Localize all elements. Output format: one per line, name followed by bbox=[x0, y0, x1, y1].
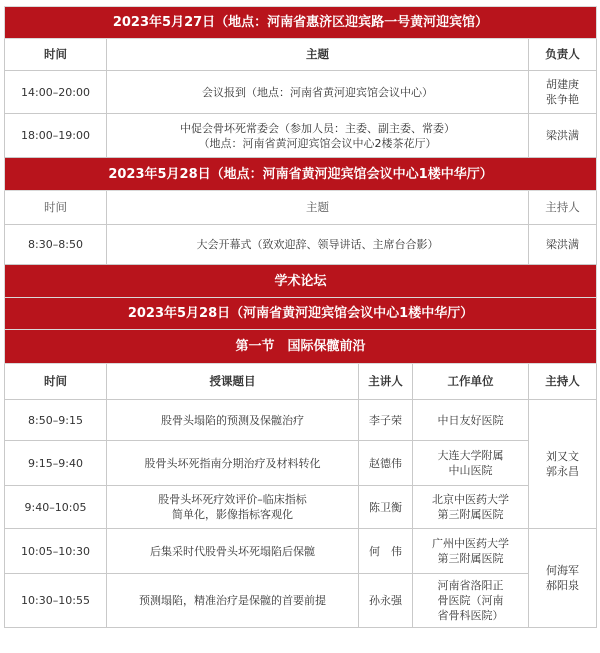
time-cell: 14:00–20:00 bbox=[5, 71, 107, 114]
host-name: 郭永昌 bbox=[546, 465, 580, 478]
unit-line: 大连大学附属 bbox=[437, 449, 504, 462]
host-cell bbox=[529, 400, 597, 529]
topic-line: （地点：河南省黄河迎宾馆会议中心2楼茶花厅） bbox=[198, 136, 437, 150]
table-row bbox=[5, 529, 597, 574]
unit-line: 广州中医药大学 bbox=[432, 537, 509, 550]
forum-header-unit: 工作单位 bbox=[413, 364, 529, 400]
unit-line: 中日友好医院 bbox=[437, 413, 504, 427]
unit-line: 骨医院（河南 bbox=[437, 594, 504, 607]
day2-header-topic: 主题 bbox=[107, 191, 529, 225]
unit-line: 北京中医药大学 bbox=[432, 493, 509, 506]
host-cell bbox=[529, 529, 597, 628]
topic-line: 简单化，影像指标客观化 bbox=[172, 508, 293, 521]
forum-banner-row bbox=[5, 298, 597, 330]
topic-cell bbox=[107, 400, 359, 441]
forum-title: 学术论坛 bbox=[5, 265, 597, 298]
unit-line: 省骨科医院） bbox=[437, 609, 504, 622]
unit-line: 中山医院 bbox=[448, 464, 493, 477]
unit-cell bbox=[413, 529, 529, 574]
day1-header-time: 时间 bbox=[5, 39, 107, 71]
table-row bbox=[5, 574, 597, 628]
person-cell: 梁洪满 bbox=[529, 114, 597, 158]
topic-line: 股骨头坏死疗效评价–临床指标 bbox=[158, 493, 307, 506]
topic-cell bbox=[107, 114, 529, 158]
topic-cell bbox=[107, 441, 359, 486]
topic-cell: 会议报到（地点：河南省黄河迎宾馆会议中心） bbox=[107, 71, 529, 114]
person-cell bbox=[529, 71, 597, 114]
table-row bbox=[5, 441, 597, 486]
topic-line: 预测塌陷，精准治疗是保髋的首要前提 bbox=[139, 594, 326, 607]
topic-cell bbox=[107, 486, 359, 529]
person-name: 胡建庚 bbox=[546, 78, 580, 91]
time-cell: 8:30–8:50 bbox=[5, 225, 107, 265]
person-name: 张争艳 bbox=[546, 93, 580, 106]
table-row bbox=[5, 225, 597, 265]
time-cell: 8:50–9:15 bbox=[5, 400, 107, 441]
time-cell: 9:40–10:05 bbox=[5, 486, 107, 529]
time-cell: 9:15–9:40 bbox=[5, 441, 107, 486]
time-cell: 10:30–10:55 bbox=[5, 574, 107, 628]
table-row bbox=[5, 400, 597, 441]
forum-header-speaker: 主讲人 bbox=[359, 364, 413, 400]
unit-line: 河南省洛阳正 bbox=[437, 579, 504, 592]
topic-line: 股骨头塌陷的预测及保髋治疗 bbox=[161, 413, 304, 427]
topic-line: 中促会骨坏死常委会（参加人员：主委、副主委、常委） bbox=[180, 121, 455, 135]
host-name: 郝阳泉 bbox=[546, 579, 580, 592]
day1-header-topic: 主题 bbox=[107, 39, 529, 71]
forum-banner: 2023年5月28日（河南省黄河迎宾馆会议中心1楼中华厅） bbox=[5, 298, 597, 330]
table-row bbox=[5, 71, 597, 114]
day2-header-row bbox=[5, 191, 597, 225]
unit-cell bbox=[413, 574, 529, 628]
schedule-table bbox=[4, 6, 597, 628]
host-name: 何海军 bbox=[546, 564, 580, 577]
forum-title-row bbox=[5, 265, 597, 298]
day2-header-time: 时间 bbox=[5, 191, 107, 225]
time-cell: 18:00–19:00 bbox=[5, 114, 107, 158]
section-row bbox=[5, 330, 597, 364]
day1-header-person: 负责人 bbox=[529, 39, 597, 71]
speaker-cell: 孙永强 bbox=[359, 574, 413, 628]
day2-banner: 2023年5月28日（地点：河南省黄河迎宾馆会议中心1楼中华厅） bbox=[5, 158, 597, 191]
topic-line: 后集采时代股骨头坏死塌陷后保髋 bbox=[150, 544, 315, 558]
day2-header-host: 主持人 bbox=[529, 191, 597, 225]
forum-header-topic: 授课题目 bbox=[107, 364, 359, 400]
speaker-cell: 何 伟 bbox=[359, 529, 413, 574]
unit-cell bbox=[413, 400, 529, 441]
day1-banner-row bbox=[5, 7, 597, 39]
table-row bbox=[5, 486, 597, 529]
host-cell: 梁洪满 bbox=[529, 225, 597, 265]
topic-cell: 大会开幕式（致欢迎辞、领导讲话、主席台合影） bbox=[107, 225, 529, 265]
day1-header-row bbox=[5, 39, 597, 71]
forum-header-time: 时间 bbox=[5, 364, 107, 400]
unit-line: 第三附属医院 bbox=[437, 552, 504, 565]
forum-header-row bbox=[5, 364, 597, 400]
topic-cell bbox=[107, 529, 359, 574]
day1-banner: 2023年5月27日（地点：河南省惠济区迎宾路一号黄河迎宾馆） bbox=[5, 7, 597, 39]
table-row bbox=[5, 114, 597, 158]
host-name: 刘又文 bbox=[546, 450, 580, 463]
speaker-cell: 赵德伟 bbox=[359, 441, 413, 486]
unit-cell bbox=[413, 441, 529, 486]
day2-banner-row bbox=[5, 158, 597, 191]
topic-line: 股骨头坏死指南分期治疗及材料转化 bbox=[144, 456, 321, 470]
speaker-cell: 陈卫衡 bbox=[359, 486, 413, 529]
time-cell: 10:05–10:30 bbox=[5, 529, 107, 574]
unit-line: 第三附属医院 bbox=[437, 508, 504, 521]
speaker-cell: 李子荣 bbox=[359, 400, 413, 441]
forum-header-host: 主持人 bbox=[529, 364, 597, 400]
unit-cell bbox=[413, 486, 529, 529]
topic-cell bbox=[107, 574, 359, 628]
section-title: 第一节 国际保髋前沿 bbox=[5, 330, 597, 364]
